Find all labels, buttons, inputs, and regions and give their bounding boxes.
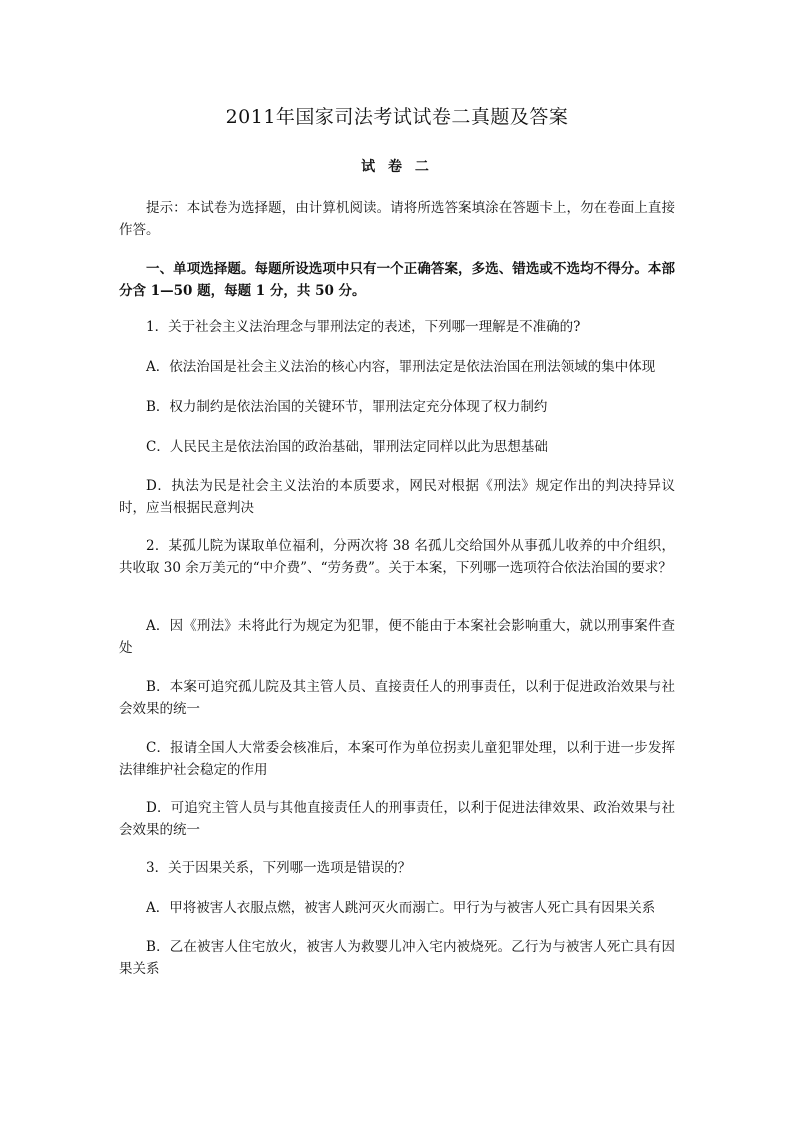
question-1-stem: 1．关于社会主义法治理念与罪刑法定的表述，下列哪一理解是不准确的? bbox=[146, 319, 581, 335]
question-1-option-b: B．权力制约是依法治国的关键环节，罪刑法定充分体现了权力制约 bbox=[146, 399, 548, 415]
question-2-option-b: B．本案可追究孤儿院及其主管人员、直接责任人的刑事责任，以利于促进政治效果与社会效果的统一 bbox=[119, 679, 675, 717]
exam-notice: 提示：本试卷为选择题，由计算机阅读。请将所选答案填涂在答题卡上，勿在卷面上直接作答。 bbox=[119, 200, 675, 238]
question-3-option-a: A．甲将被害人衣服点燃，被害人跳河灭火而溺亡。甲行为与被害人死亡具有因果关系 bbox=[146, 900, 656, 916]
page-title: 2011年国家司法考试试卷二真题及答案 bbox=[225, 106, 569, 128]
question-1-option-d: D．执法为民是社会主义法治的本质要求，网民对根据《刑法》规定作出的判决持异议时，应当根据民意判决 bbox=[119, 478, 675, 516]
section-heading: 一、单项选择题。每题所设选项中只有一个正确答案，多选、错选或不选均不得分。本部分含 1—50 题，每题 1 分，共 50 分。 bbox=[119, 261, 675, 299]
question-3-option-b: B．乙在被害人住宅放火，被害人为救婴儿冲入宅内被烧死。乙行为与被害人死亡具有因果关系 bbox=[119, 939, 675, 977]
question-2-option-d: D．可追究主管人员与其他直接责任人的刑事责任，以利于促进法律效果、政治效果与社会效果的统一 bbox=[119, 800, 675, 838]
question-2-stem: 2．某孤儿院为谋取单位福利，分两次将 38 名孤儿交给国外从事孤儿收养的中介组织，共收取 30 余万美元的“中介费”、“劳务费”。关于本案，下列哪一选项符合依法治国的要求？ bbox=[119, 538, 675, 576]
question-1-option-c: C．人民民主是依法治国的政治基础，罪刑法定同样以此为思想基础 bbox=[146, 439, 548, 455]
question-2-option-c: C．报请全国人大常委会核准后，本案可作为单位拐卖儿童犯罪处理，以利于进一步发挥法律维护社会稳定的作用 bbox=[119, 740, 675, 778]
paper-subtitle: 试 卷 二 bbox=[361, 159, 433, 175]
question-3-stem: 3．关于因果关系，下列哪一选项是错误的？ bbox=[146, 860, 412, 876]
question-1-option-a: A．依法治国是社会主义法治的核心内容，罪刑法定是依法治国在刑法领域的集中体现 bbox=[146, 359, 656, 375]
question-2-option-a: A．因《刑法》未将此行为规定为犯罪，便不能由于本案社会影响重大，就以刑事案件查处 bbox=[119, 618, 675, 656]
